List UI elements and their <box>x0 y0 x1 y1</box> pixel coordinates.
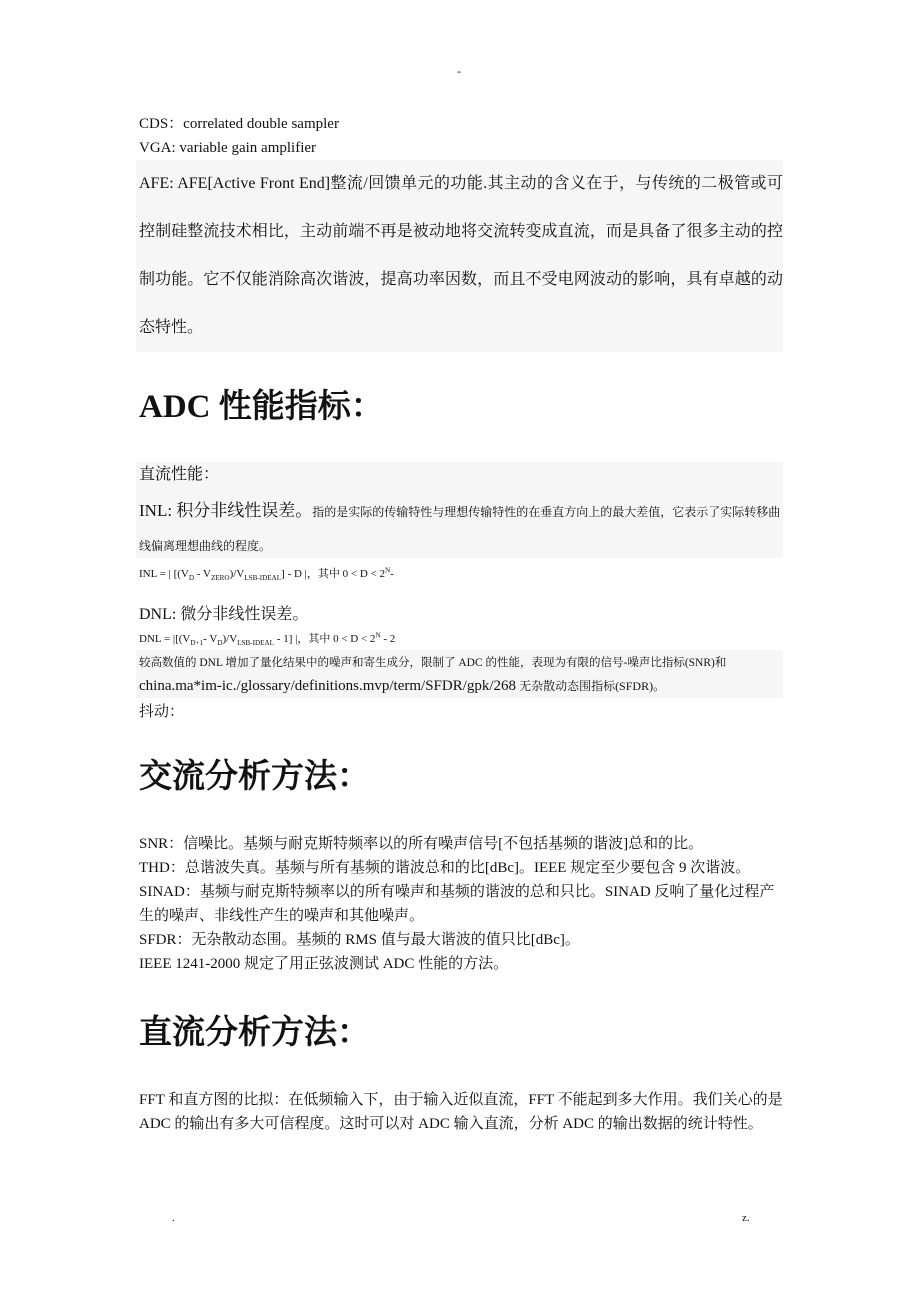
dc-perf-label: 直流性能： <box>139 466 220 483</box>
inl-description: 指的是实际的传输特性与理想传输特性的在垂直方向上的最大差值，它表示了实际转移曲线偏离理想曲线的程度。 <box>139 505 781 553</box>
dnl-note-2 <box>139 677 665 695</box>
footer-right: z. <box>742 1212 750 1224</box>
ieee-line: IEEE 1241-2000 规定了用正弦波测试 ADC 性能的方法。 <box>139 956 509 972</box>
inl-formula: INL = | $[(V_D - V_{ZERO})/V_{LSB-IDEAL}]$ - D |，其中 $0 < D < 2^N-$ <box>139 566 394 583</box>
vga-line: VGA: variable gain amplifier <box>139 140 317 156</box>
jitter-label: 抖动： <box>139 704 185 720</box>
sfdr-line: SFDR：无杂散动态围。基频的 RMS 值与最大谐波的值只比[dBc]。 <box>139 932 580 948</box>
ac-heading: 交流分析方法： <box>139 759 370 795</box>
dnl-note-1: 较高数值的 DNL 增加了量化结果中的噪声和寄生成分，限制了 ADC 的性能，表现为有限的信号-噪声比指标(SNR)和 <box>139 657 727 669</box>
sfdr-note: 无杂散动态围指标(SFDR)。 <box>516 679 666 693</box>
thd-line: THD：总谐波失真。基频与所有基频的谐波总和的比[dBc]。IEEE 规定至少要包含 9 次谐波。 <box>139 860 751 876</box>
sfdr-link[interactable]: china.ma*im-ic./glossary/definitions.mvp/term/SFDR/gpk/268 <box>139 678 517 694</box>
sinad-line: SINAD：基频与耐克斯特频率以的所有噪声和基频的谐波的总和只比。SINAD 反响了量化过程产生的噪声、非线性产生的噪声和其他噪声。 <box>139 884 775 924</box>
inl-title: INL: 积分非线性误差。 <box>139 501 313 520</box>
inl-block <box>139 494 783 563</box>
snr-line: SNR：信噪比。基频与耐克斯特频率以的所有噪声信号[不包括基频的谐波]总和的比。 <box>139 836 704 852</box>
footer-left: . <box>172 1212 175 1224</box>
dnl-title: DNL: 微分非线性误差。 <box>139 606 309 623</box>
dc-heading: 直流分析方法： <box>139 1015 370 1051</box>
fft-paragraph: FFT 和直方图的比拟：在低频输入下，由于输入近似直流，FFT 不能起到多大作用。我们关心的是 ADC 的输出有多大可信程度。这时可以对 ADC 输入直流，分析 ADC 的输出数据的统计特性。 <box>139 1092 783 1132</box>
header-mark: - <box>457 64 461 78</box>
adc-heading: ADC 性能指标： <box>139 389 384 425</box>
afe-paragraph: AFE: AFE[Active Front End]整流/回馈单元的功能.其主动的含义在于，与传统的二极管或可控制硅整流技术相比，主动前端不再是被动地将交流转变成直流，而是具备了很多主动的控制功能。它不仅能消除高次谐波，提高功率因数，而且不受电网波动的影响，具有卓越的动态特性。 <box>139 175 783 336</box>
cds-line: CDS：correlated double sampler <box>139 116 339 132</box>
dnl-formula: DNL = $|[(V_{D+1}-$ $V_D)/V_{LSB-IDEAL} - 1$] |，其中 $0 < D < 2^N - 2$ <box>139 631 396 648</box>
